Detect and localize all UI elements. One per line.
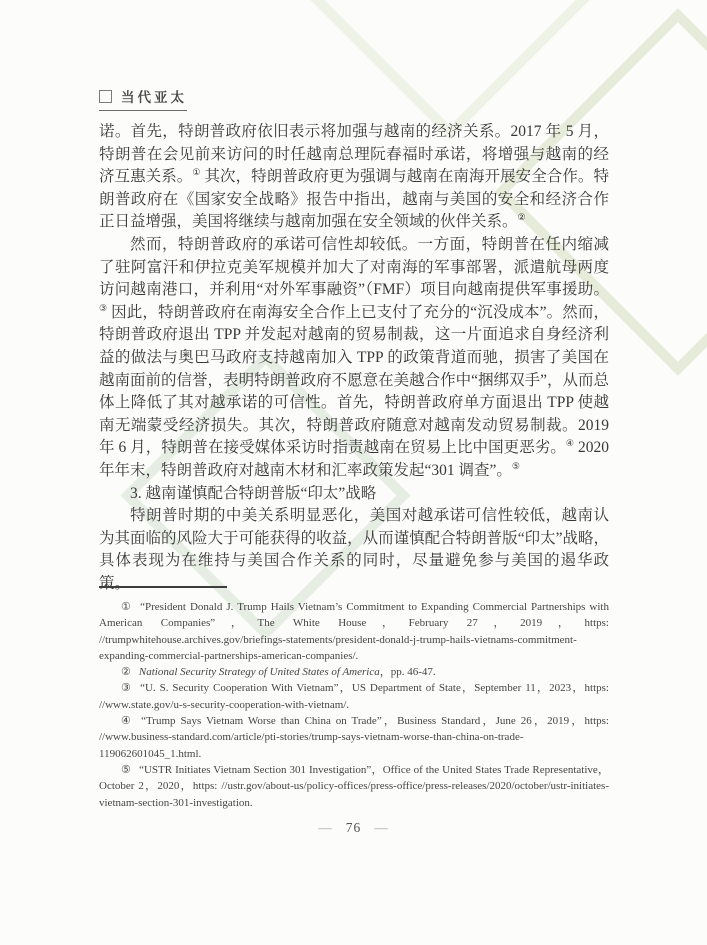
footnote-ref: ② <box>517 212 526 223</box>
section-heading: 3. 越南谨慎配合特朗普版“印太”战略 <box>130 484 377 502</box>
footnote-block <box>99 586 609 811</box>
footnote-item <box>99 664 609 680</box>
footnote-item <box>99 713 609 762</box>
footnote-marker: ① <box>121 601 133 613</box>
footnote-text: “U. S. Security Cooperation With Vietnam”，US Department of State，September 11，2023，https: //www.state.gov/u-s-security-cooperation-with-vietnam/. <box>99 682 609 711</box>
page-number-value: 76 <box>345 820 362 835</box>
body-text <box>99 121 609 595</box>
page-number-right-dash: — <box>374 820 389 835</box>
footnote-marker: ⑤ <box>121 763 132 776</box>
footnote-text: “USTR Initiates Vietnam Section 301 Investigation”，Office of the United States Trade Representative，October 2，2020，https: //ustr.gov/about-us/policy-offices/press-office/press-releases/2020/october/ustr-initiates-vietnam-section-301-investigation. <box>99 763 609 809</box>
footnote-cited-title: National Security Strategy of United States of America <box>138 666 380 679</box>
footnote-item <box>99 680 609 713</box>
footnote-text: “Trump Says Vietnam Worse than China on Trade”，Business Standard，June 26，2019，https: //www.business-standard.com/article/pti-stories/trump-says-vietnam-worse-than-china-on-trade-119062601045_1.html. <box>99 715 609 760</box>
page-number-left-dash: — <box>318 820 333 835</box>
body-paragraph: 然而，特朗普政府的承诺可信性却较低。一方面，特朗普在任内缩减了驻阿富汗和伊拉克美军规模并加大了对南海的军事部署，派遣航母两度访问越南港口，并利用“对外军事融资”（FMF）项目向越南提供军事援助。③ 因此，特朗普政府在南海安全合作上已支付了充分的“沉没成本”。然而，特朗普政府退出 TPP 并发起对越南的贸易制裁，这一片面追求自身经济利益的做法与奥巴马政府支持越南加入 TPP 的政策背道而驰，损害了美国在越南面前的信誉，表明特朗普政府不愿意在美越合作中“捆绑双手”，从而总体上降低了其对越承诺的可信性。首先，特朗普政府单方面退出 TPP 使越南无端蒙受经济损失。其次，特朗普政府随意对越南发动贸易制裁。2019 年 6 月，特朗普在接受媒体采访时指责越南在贸易上比中国更恶劣。④ 2020 年年末，特朗普政府对越南木材和汇率政策发起“301 调查”。⑤ <box>99 235 609 479</box>
square-box-icon <box>99 90 112 103</box>
body-paragraph: 诺。首先，特朗普政府依旧表示将加强与越南的经济关系。2017 年 5 月，特朗普在会见前来访问的时任越南总理阮春福时承诺，将增强与越南的经济互惠关系。① 其次，特朗普政府更为强调与越南在南海开展安全合作。特朗普政府在《国家安全战略》报告中指出，越南与美国的安全和经济合作正日益增强，美国将继续与越南加强在安全领域的伙伴关系。② <box>99 123 609 231</box>
footnote-ref: ④ <box>565 438 575 449</box>
footnote-ref: ⑤ <box>511 460 520 471</box>
footnote-list <box>99 599 609 811</box>
footnote-text: “President Donald J. Trump Hails Vietnam’s Commitment to Expanding Commercial Partnerships with American Companies”，The White House，February 27，2019，https: //trumpwhitehouse.archives.gov/briefings-statements/president-donald-j-trump-hails-vietnams-commitment-expanding-commercial-partnerships-american-companies/. <box>99 601 609 662</box>
footnote-ref: ① <box>192 167 201 178</box>
journal-header <box>99 86 187 111</box>
footnote-item <box>99 599 609 664</box>
footnote-marker: ② <box>121 666 131 679</box>
footnote-marker: ④ <box>121 715 134 728</box>
footnote-text: ，pp. 46-47. <box>379 666 436 679</box>
footnote-marker: ③ <box>121 682 133 695</box>
page-number <box>0 820 707 836</box>
body-paragraph: 特朗普时期的中美关系明显恶化，美国对越承诺可信性较低，越南认为其面临的风险大于可能获得的收益，从而谨慎配合特朗普版“印太”战略，具体表现为在维持与美国合作关系的同时，尽量避免参与美国的遏华政策。 <box>99 507 609 592</box>
journal-title: 当代亚太 <box>121 90 187 105</box>
footnote-ref: ③ <box>99 302 108 313</box>
footnote-item <box>99 762 609 811</box>
footnote-separator <box>99 586 227 588</box>
